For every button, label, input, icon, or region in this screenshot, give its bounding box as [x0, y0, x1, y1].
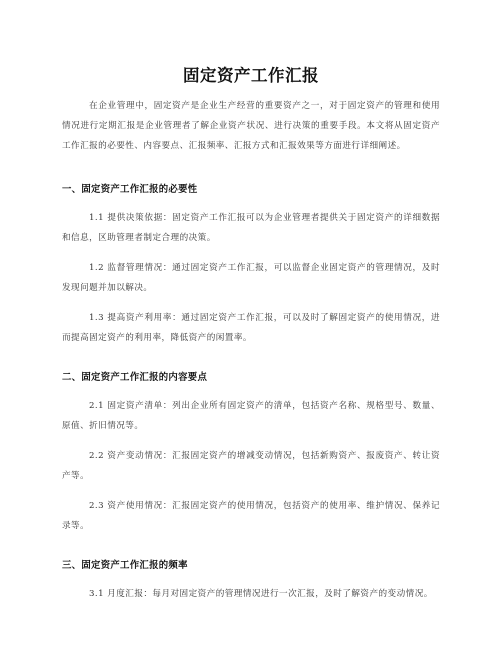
intro-paragraph: 在企业管理中，固定资产是企业生产经营的重要资产之一，对于固定资产的管理和使用情况进行定期汇报是企业管理者了解企业资产状况、进行决策的重要手段。本文将从固定资产工作汇报的必要性、内容要点、汇报频率、汇报方式和汇报效果等方面进行详细阐述。 — [62, 101, 440, 151]
section-heading-necessity: 一、固定资产工作汇报的必要性 — [62, 184, 198, 195]
section-heading-frequency: 三、固定资产工作汇报的频率 — [62, 560, 188, 571]
paragraph-1-1: 1.1 提供决策依据：固定资产工作汇报可以为企业管理者提供关于固定资产的详细数据和信息，区助管理者制定合理的决策。 — [62, 213, 440, 243]
paragraph-2-1: 2.1 固定资产清单：列出企业所有固定资产的清单，包括资产名称、规格型号、数量、原值、折旧情况等。 — [62, 401, 440, 431]
paragraph-3-1: 3.1 月度汇报：每月对固定资产的管理情况进行一次汇报，及时了解资产的变动情况。 — [89, 589, 433, 599]
paragraph-1-2: 1.2 监督管理情况：通过固定资产工作汇报，可以监督企业固定资产的管理情况，及时发现问题并加以解决。 — [62, 263, 440, 293]
section-heading-content: 二、固定资产工作汇报的内容要点 — [62, 372, 208, 383]
document-title: 固定资产工作汇报 — [183, 66, 319, 85]
paragraph-1-3: 1.3 提高资产利用率：通过固定资产工作汇报，可以及时了解固定资产的使用情况，进而提高固定资产的利用率，降低资产的闲置率。 — [62, 313, 440, 343]
paragraph-2-3: 2.3 资产使用情况：汇报固定资产的使用情况，包括资产的使用率、维护情况、保养记录等。 — [62, 501, 440, 531]
paragraph-2-2: 2.2 资产变动情况：汇报固定资产的增减变动情况，包括新购资产、报废资产、转让资产等。 — [62, 451, 440, 481]
